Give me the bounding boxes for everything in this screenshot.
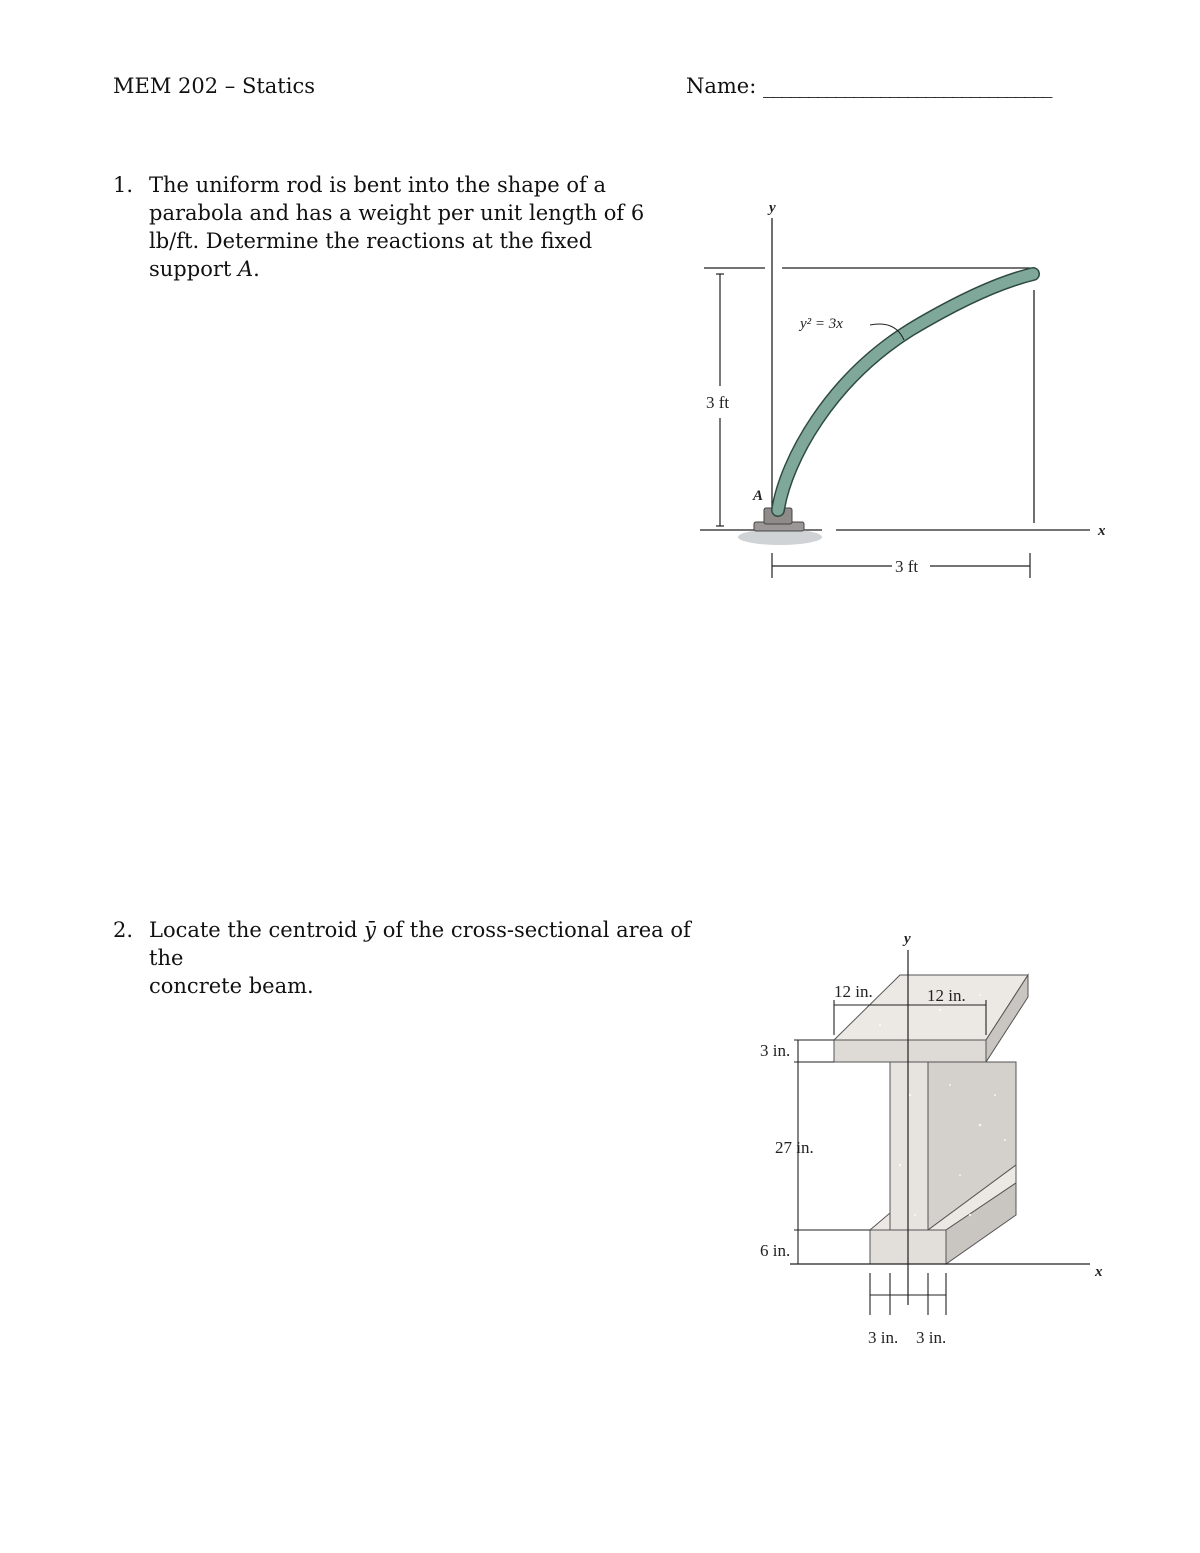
web-dimension: 27 in.: [775, 1138, 814, 1157]
top-left-dimension: 12 in.: [834, 982, 873, 1001]
bottom-right-dimension: 3 in.: [916, 1328, 947, 1347]
top-right-dimension: 12 in.: [927, 986, 966, 1005]
problem-2-line: [149, 916, 709, 972]
height-dimension-label: 3 ft: [706, 393, 730, 412]
problem-2-line: concrete beam.: [149, 974, 314, 998]
problem-1-line: The uniform rod is bent into the shape of a: [149, 173, 606, 197]
base-dimension: 6 in.: [760, 1241, 791, 1260]
x-axis-label: x: [1098, 523, 1106, 539]
name-blank: ________________________________: [763, 74, 1051, 98]
problem-2: [0, 916, 700, 998]
problem-2-line-end: of the cross-sectional area of the: [149, 918, 691, 970]
bottom-left-dimension: 3 in.: [868, 1328, 899, 1347]
name-field[interactable]: [686, 74, 1051, 98]
support-text: support: [149, 257, 238, 281]
width-dimension-label: 3 ft: [895, 557, 919, 576]
problem-2-number: 2.: [113, 918, 134, 942]
x-axis-label: x: [1095, 1264, 1103, 1280]
parabolic-rod-figure: [690, 190, 1130, 590]
problem-1-number: 1.: [113, 173, 134, 197]
problem-1-text: [149, 171, 649, 283]
base-left-top: [870, 1213, 890, 1230]
problem-2-text: [149, 916, 709, 1000]
course-title: MEM 202 – Statics: [113, 74, 315, 98]
problem-2-line-start: Locate the centroid: [149, 918, 365, 942]
centroid-symbol: ȳ: [364, 918, 377, 942]
y-axis-label: y: [769, 200, 776, 216]
flange-dimension: 3 in.: [760, 1041, 791, 1060]
parabolic-rod-outline: [778, 274, 1033, 510]
problem-1-line: [149, 255, 649, 283]
web-front-face: [890, 1062, 928, 1232]
problem-1-line: parabola and has a weight per unit length of 6: [149, 201, 645, 225]
equation-label: y² = 3x: [800, 316, 843, 332]
problem-1-line: lb/ft. Determine the reactions at the fixed: [149, 229, 593, 253]
support-label: A: [753, 488, 764, 504]
name-label: Name:: [686, 74, 757, 98]
problem-1: [0, 171, 660, 291]
support-letter: A: [237, 257, 254, 281]
concrete-beam-figure: [750, 925, 1120, 1355]
y-axis-label: y: [904, 931, 911, 947]
period: .: [253, 257, 260, 281]
flange-front-face: [834, 1040, 986, 1062]
parabolic-rod: [778, 274, 1033, 510]
